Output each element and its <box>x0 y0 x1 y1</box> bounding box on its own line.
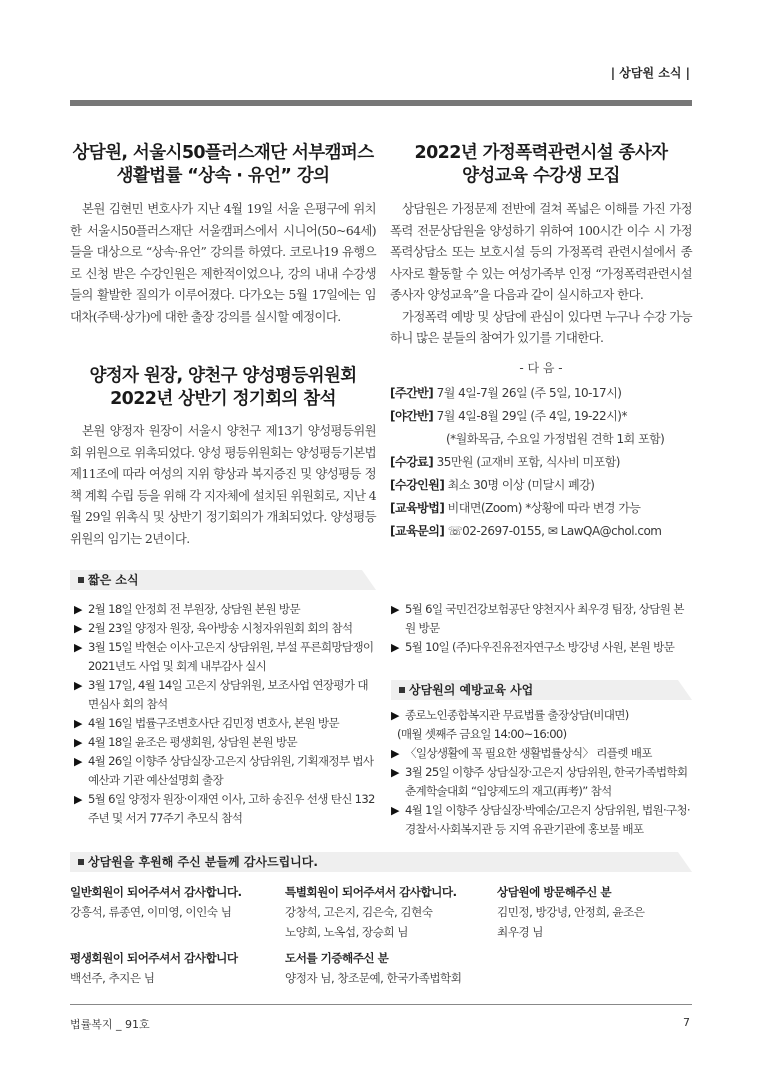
article-body: 본원 양정자 원장이 서울시 양천구 제13기 양성평등위원회 위원으로 위촉되었다. 양성 평등위원회는 양성평등기본법 제11조에 따라 여성의 지위 향상과 복지증진 및 양성평등 정책 계획 수립 등을 위해 각 지자체에 설치된 위원회로, 지난 4월 29일 위촉식 및 상반기 정기회의가 개최되었다. 양성평등위원의 임기는 2년이다. <box>70 423 376 546</box>
donor-names: 양정자 님, 창조문예, 한국가족법학회 <box>285 971 462 985</box>
title-line: 양성교육 수강생 모집 <box>462 166 620 186</box>
prevention-heading: 상담원의 예방교육 사업 <box>391 680 692 700</box>
article-body: 상담원은 가정문제 전반에 걸쳐 폭넓은 이해를 가진 가정폭력 전문상담원을 양성하기 위하여 100시간 이수 시 가정폭력상담소 또는 보호시설 등의 가정폭력 관련시설에서 종사자로 활동할 수 있는 여성가족부 인정 “가정폭력관련시설 종사자 양성교육”을 다음과 같이 실시하고자 한다. <box>390 201 692 302</box>
title-line: 양정자 원장, 양천구 양성평등위원회 <box>89 366 357 386</box>
list-item: ▶ 5월 6일 양정자 원장·이재연 이사, 고하 송진우 선생 탄신 132주년 및 서거 77주기 추모식 참석 <box>74 792 375 825</box>
article-title <box>390 142 692 188</box>
top-divider <box>70 100 692 106</box>
title-line: 2022년 가정폭력관련시설 종사자 <box>414 143 668 163</box>
list-item: ▶ 5월 10일 (주)다우진유전자연구소 방강녕 사원, 본원 방문 <box>391 640 675 654</box>
list-item: ▶ 〈일상생활에 꼭 필요한 생활법률상식〉 리플렛 배포 <box>391 746 652 760</box>
list-item: ▶ 2월 18일 안정희 전 부원장, 상담원 본원 방문 <box>74 602 300 616</box>
list-item: ▶ 5월 6일 국민건강보험공단 양천지사 최우경 팀장, 상담원 본원 방문 <box>391 602 684 635</box>
donor-names: 강창석, 고은지, 김은숙, 김현숙 <box>285 905 433 919</box>
short-news-right-list <box>391 600 691 657</box>
article-body: 본원 김현민 변호사가 지난 4월 19일 서울 은평구에 위치한 서울시50플러스재단 서울캠퍼스에서 시니어(50~64세)들을 대상으로 “상속·유언” 강의를 하였다. 코로나19 유행으로 신청 받은 수강인원은 제한적이었으나, 강의 내내 수강생들의 활발한 질의가 이루어졌다. 다가오는 5월 17일에는 임대차(주택·상가)에 대한 출장 강의를 실시할 예정이다. <box>70 201 376 324</box>
donor-names: 노양희, 노옥섭, 장승희 님 <box>285 925 408 939</box>
thanks-subheading: 일반회원이 되어주셔서 감사합니다. <box>70 885 242 899</box>
list-item: ▶ 3월 15일 박현순 이사·고은지 상담위원, 부설 푸른희망담쟁이 2021년도 사업 및 회계 내부감사 실시 <box>74 640 374 673</box>
info-row: [교육방법] 비대면(Zoom) *상황에 따라 변경 가능 <box>390 500 641 515</box>
list-item: (매월 셋째주 금요일 14:00~16:00) <box>397 727 567 741</box>
thanks-heading: 상담원을 후원해 주신 분들께 감사드립니다. <box>70 852 692 872</box>
thanks-column <box>70 882 270 988</box>
article-body: 가정폭력 예방 및 상담에 관심이 있다면 누구나 수강 가능하니 많은 분들의 참여가 있기를 기대한다. <box>390 308 692 345</box>
list-item: ▶ 4월 18일 윤조은 평생회원, 상담원 본원 방문 <box>74 735 297 749</box>
list-item: ▶ 4월 26일 이향주 상담실장·고은지 상담위원, 기획재정부 법사예산과 기관 예산설명회 출장 <box>74 754 374 787</box>
footer-divider <box>70 1004 692 1005</box>
info-row: [주간반] 7월 4일-7월 26일 (주 5일, 10-17시) <box>390 385 622 400</box>
thanks-subheading: 평생회원이 되어주셔서 감사합니다 <box>70 951 238 965</box>
list-item: ▶ 종로노인종합복지관 무료법률 출장상담(비대면) <box>391 708 629 722</box>
thanks-subheading: 상담원에 방문해주신 분 <box>497 885 612 899</box>
publication-name: 법률복지 _ 91호 <box>70 1018 150 1031</box>
list-item: ▶ 4월 16일 법률구조변호사단 김민정 변호사, 본원 방문 <box>74 716 339 730</box>
page-number: 7 <box>683 1016 690 1029</box>
info-row: [야간반] 7월 4일-8월 29일 (주 4일, 19-22시)* <box>390 408 627 423</box>
thanks-column <box>497 882 697 942</box>
title-line: 상담원, 서울시50플러스재단 서부캠퍼스 <box>72 143 374 163</box>
list-item: ▶ 4월 1일 이향주 상담실장·박예순/고은지 상담위원, 법원·구청·경찰서·사회복지관 등 지역 유관기관에 홍보물 배포 <box>391 803 690 836</box>
course-info <box>390 382 692 543</box>
short-news-heading: 짧은 소식 <box>70 570 376 590</box>
visitor-names: 김민정, 방강녕, 안정희, 윤조은 <box>497 905 645 919</box>
donor-names: 백선주, 추지은 님 <box>70 971 155 985</box>
thanks-subheading: 특별회원이 되어주셔서 감사합니다. <box>285 885 457 899</box>
notice-divider: - 다 음 - <box>519 360 563 375</box>
info-row: [수강인원] 최소 30명 이상 (미달시 폐강) <box>390 477 595 492</box>
section-tag: | 상담원 소식 | <box>610 66 690 80</box>
article-committee <box>70 365 376 549</box>
info-row: [교육문의] ☏02-2697-0155, ✉ LawQA@chol.com <box>390 523 662 538</box>
list-item: ▶ 3월 25일 이향주 상담실장·고은지 상담위원, 한국가족법학회 춘계학술대회 “입양제도의 재고(再考)” 참석 <box>391 765 688 798</box>
donor-names: 강흥석, 류종연, 이미영, 이인숙 님 <box>70 905 232 919</box>
info-row: (*월화목금, 수요일 가정법원 견학 1회 포함) <box>446 431 665 446</box>
list-item: ▶ 2월 23일 양정자 원장, 육아방송 시청자위원회 회의 참석 <box>74 621 353 635</box>
list-item: ▶ 3월 17일, 4월 14일 고은지 상담위원, 보조사업 연장평가 대면심사 회의 참석 <box>74 678 368 711</box>
thanks-column <box>285 882 485 988</box>
article-recruitment <box>390 142 692 543</box>
thanks-subheading: 도서를 기증해주신 분 <box>285 951 389 965</box>
article-title <box>70 365 376 411</box>
article-lecture <box>70 142 376 327</box>
short-news-left-list <box>74 600 376 828</box>
title-line: 생활법률 “상속 · 유언” 강의 <box>116 166 330 186</box>
info-row: [수강료] 35만원 (교재비 포함, 식사비 미포함) <box>390 454 620 469</box>
title-line: 2022년 상반기 정기회의 참석 <box>110 389 336 409</box>
article-title <box>70 142 376 188</box>
visitor-names: 최우경 님 <box>497 925 543 939</box>
prevention-list <box>391 706 691 839</box>
